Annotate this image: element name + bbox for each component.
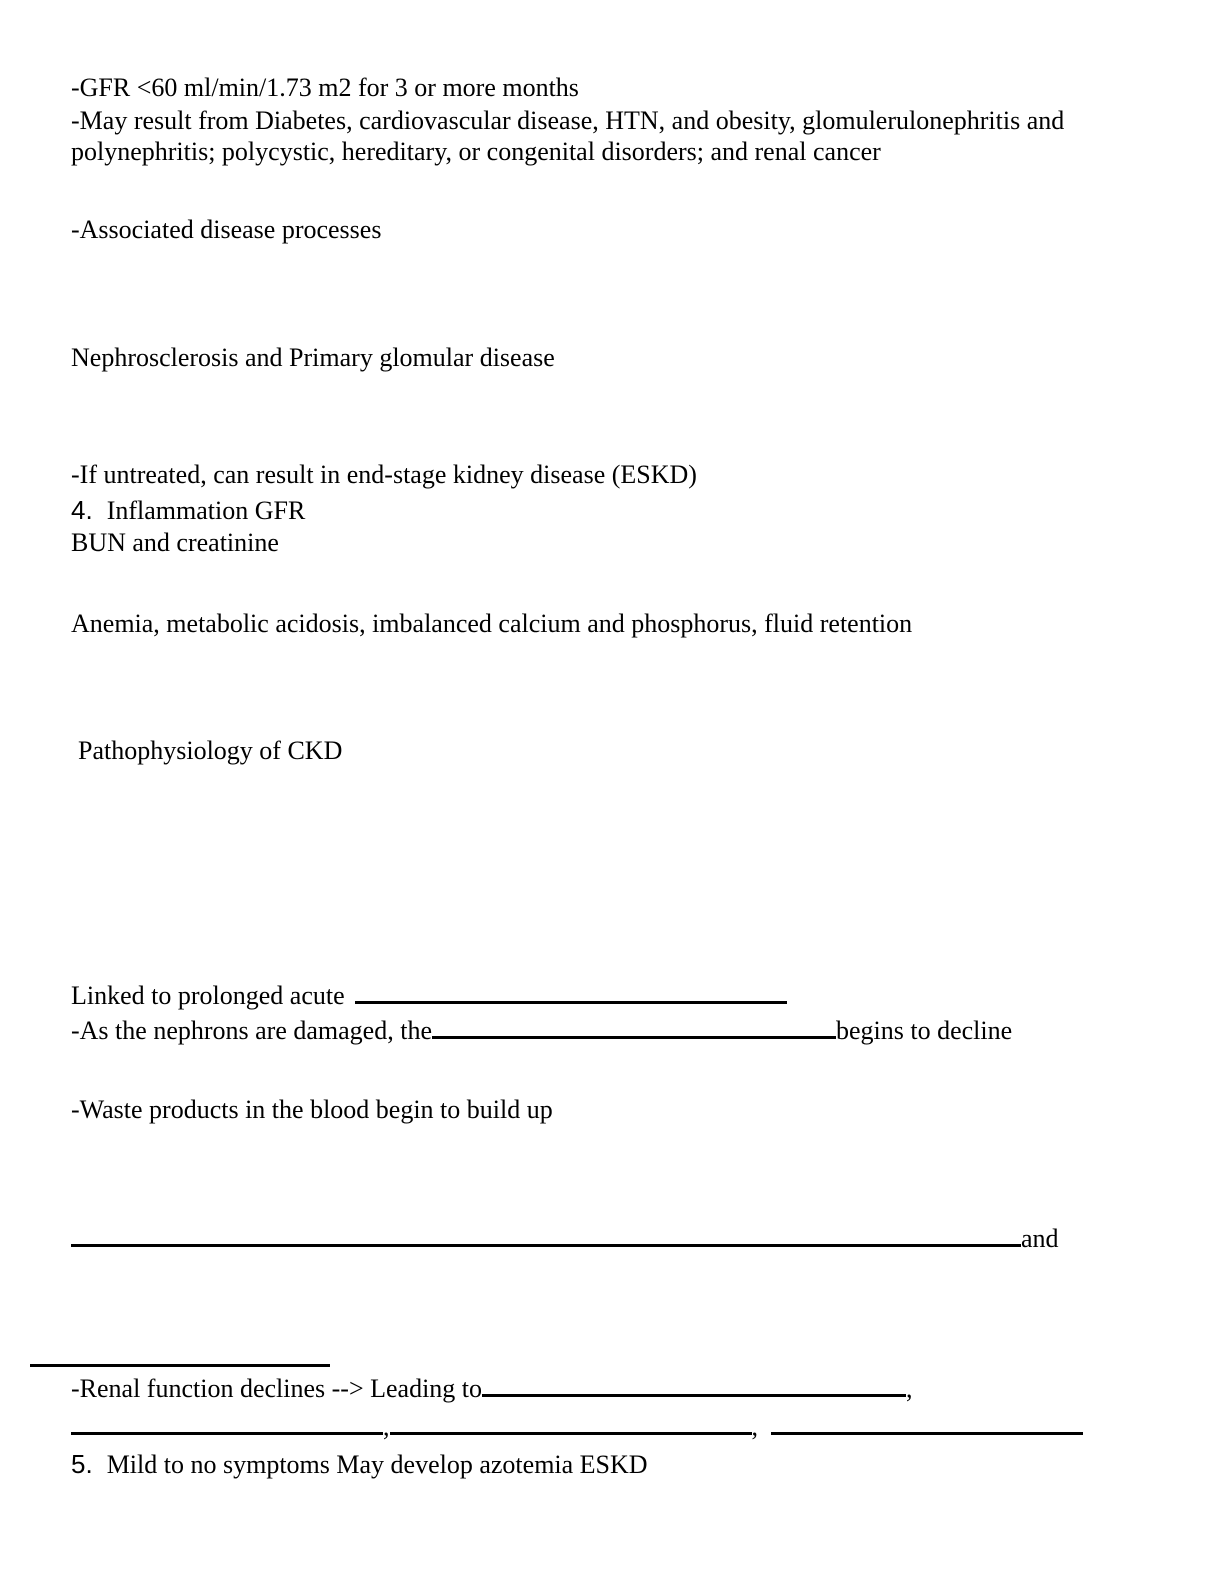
item-4 xyxy=(71,494,305,527)
causes-line-2: polynephritis; polycystic, hereditary, or congenital disorders; and renal cancer xyxy=(71,137,881,166)
blank-renal-4[interactable] xyxy=(771,1410,1083,1435)
blank-linked[interactable] xyxy=(355,979,787,1004)
anemia-line: Anemia, metabolic acidosis, imbalanced calcium and phosphorus, fluid retention xyxy=(71,609,913,638)
blank-long[interactable] xyxy=(71,1222,1021,1247)
long-blank-line xyxy=(71,1222,1059,1255)
item-5-text: Mild to no symptoms May develop azotemia ESKD xyxy=(106,1450,648,1479)
linked-line xyxy=(71,979,787,1012)
nephrons-text-b: begins to decline xyxy=(835,1016,1013,1045)
item-4-number: 4. xyxy=(71,495,93,525)
separator-rule xyxy=(30,1364,330,1367)
blank-renal-3[interactable] xyxy=(390,1410,752,1435)
comma-1: , xyxy=(906,1374,913,1403)
gfr-line: -GFR <60 ml/min/1.73 m2 for 3 or more months xyxy=(71,73,579,102)
renal-blanks-line xyxy=(71,1410,1083,1443)
renal-line xyxy=(71,1372,913,1405)
blank-renal-1[interactable] xyxy=(482,1372,906,1397)
renal-text: -Renal function declines --> Leading to xyxy=(71,1374,483,1403)
nephrons-text-a: -As the nephrons are damaged, the xyxy=(71,1016,432,1045)
nephrosclerosis-line: Nephrosclerosis and Primary glomular disease xyxy=(71,343,555,372)
and-text: and xyxy=(1021,1224,1059,1253)
associated-line: -Associated disease processes xyxy=(71,215,382,244)
comma-3: , xyxy=(751,1412,758,1441)
pathophysiology-heading: Pathophysiology of CKD xyxy=(78,736,343,765)
linked-text: Linked to prolonged acute xyxy=(71,981,345,1010)
blank-nephrons[interactable] xyxy=(432,1014,836,1039)
causes-line-1: -May result from Diabetes, cardiovascular disease, HTN, and obesity, glomulerulonephritis and xyxy=(71,106,1065,135)
item-5-number: 5. xyxy=(71,1449,93,1479)
untreated-line: -If untreated, can result in end-stage kidney disease (ESKD) xyxy=(71,460,697,489)
item-4-text: Inflammation GFR xyxy=(106,496,306,525)
bun-line: BUN and creatinine xyxy=(71,528,279,557)
waste-line: -Waste products in the blood begin to build up xyxy=(71,1095,553,1124)
comma-2: , xyxy=(383,1412,390,1441)
nephrons-line xyxy=(71,1014,1012,1047)
blank-renal-2[interactable] xyxy=(71,1410,383,1435)
item-5 xyxy=(71,1448,648,1481)
